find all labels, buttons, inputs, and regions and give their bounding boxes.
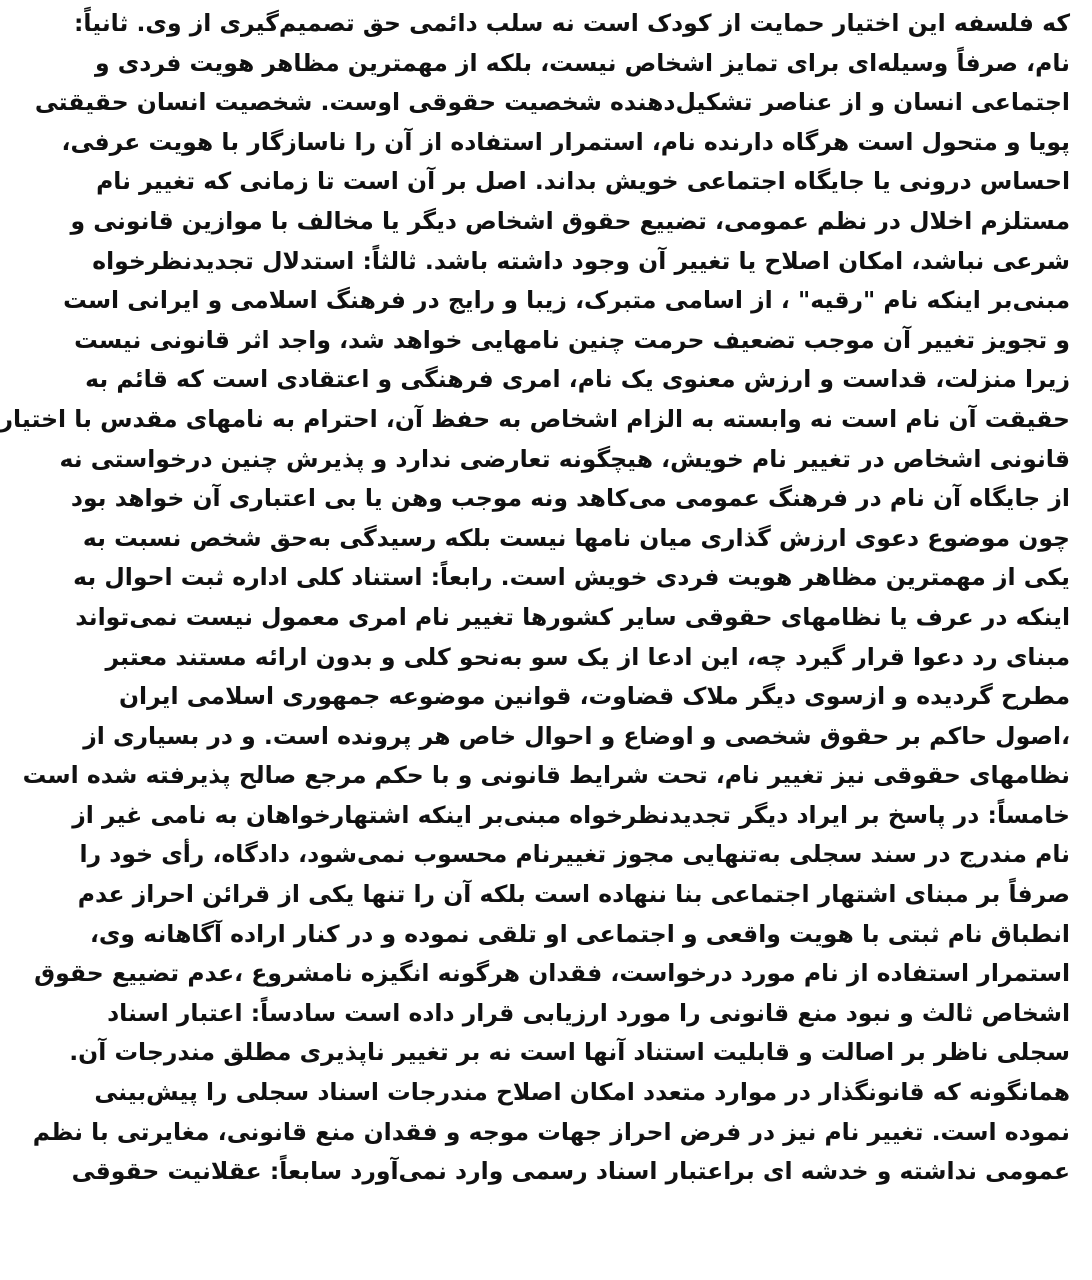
text-line: قانونی اشخاص در تغییر نام خویش، هیچگونه تعارضی ندارد و پذیرش چنین درخواستی نه: [59, 444, 1070, 473]
text-line: مبنای رد دعوا قرار گیرد چه، این ادعا از یک سو به‌نحو کلی و بدون ارائه مستند معتبر: [105, 642, 1070, 671]
text-line: مبنی‌بر اینکه نام "رقیه" ، از اسامی متبرک، زیبا و رایج در فرهنگ اسلامی و ایرانی است: [63, 286, 1070, 315]
text-line: نام مندرج در سند سجلی به‌تنهایی مجوز تغییرنام محسوب نمی‌شود، دادگاه، رأی خود را: [79, 840, 1070, 869]
ruling-text: [0, 4, 1070, 1192]
text-line: اجتماعی انسان و از عناصر تشکیل‌دهنده شخصیت حقوقی اوست. شخصیت انسان حقیقتی: [34, 88, 1070, 117]
text-line: ،اصول حاکم بر حقوق شخصی و اوضاع و احوال خاص هر پرونده است. و در بسیاری از: [83, 721, 1070, 750]
text-line: مستلزم اخلال در نظم عمومی، تضییع حقوق اشخاص دیگر یا مخالف با موازین قانونی و: [70, 206, 1070, 235]
text-line: شرعی نباشد، امکان اصلاح یا تغییر آن وجود داشته باشد. ثالثاً: استدلال تجدیدنظرخواه: [92, 246, 1070, 275]
text-line: انطباق نام ثبتی با هویت واقعی و اجتماعی او تلقی نموده و در کنار اراده آگاهانه وی،: [89, 919, 1070, 948]
text-line: نظامهای حقوقی نیز تغییر نام، تحت شرایط قانونی و با حکم مرجع صالح پذیرفته شده است: [22, 761, 1070, 790]
text-line: اشخاص ثالث و نبود منع قانونی را مورد ارزیابی قرار داده است سادساً: اعتبار اسناد: [107, 998, 1070, 1027]
text-line: عمومی نداشته و خدشه ای براعتبار اسناد رسمی وارد نمی‌آورد سابعاً: عقلانیت حقوقی: [71, 1157, 1070, 1186]
text-line: همانگونه که قانونگذار در موارد متعدد امکان اصلاح مندرجات اسناد سجلی را پیش‌بینی: [94, 1078, 1070, 1107]
text-line: از جایگاه آن نام در فرهنگ عمومی می‌کاهد ونه موجب وهن یا بی اعتباری آن خواهد بود: [70, 484, 1070, 513]
text-line: مطرح گردیده و ازسوی دیگر ملاک قضاوت، قوانین موضوعه جمهوری اسلامی ایران: [118, 682, 1070, 711]
text-line: نموده است. تغییر نام نیز در فرض احراز جهات موجه و فقدان منع قانونی، مغایرتی با نظم: [32, 1117, 1070, 1146]
text-line: پویا و متحول است هرگاه دارنده نام، استمرار استفاده از آن را ناسازگار با هویت عرفی،: [61, 127, 1070, 156]
text-line: حقیقت آن نام است نه وابسته به الزام اشخاص به حفظ آن، احترام به نامهای مقدس با اختیار: [0, 404, 1070, 433]
text-line: استمرار استفاده از نام مورد درخواست، فقدان هرگونه انگیزه نامشروع ،عدم تضییع حقوق: [34, 959, 1070, 988]
text-line: خامساً: در پاسخ بر ایراد دیگر تجدیدنظرخواه مبنی‌بر اینکه اشتهارخواهان به نامی غیر از: [72, 800, 1070, 829]
text-line: که فلسفه این اختیار حمایت از کودک است نه سلب دائمی حق تصمیم‌گیری از وی. ثانیاً:: [74, 9, 1070, 37]
text-line: صرفاً بر مبنای اشتهار اجتماعی بنا ننهاده است بلکه آن را تنها یکی از قرائن احراز عدم: [77, 880, 1070, 909]
text-line: یکی از مهمترین مظاهر هویت فردی خویش است. رابعاً: استناد کلی اداره ثبت احوال به: [73, 563, 1070, 592]
text-line: زیرا منزلت، قداست و ارزش معنوی یک نام، امری فرهنگی و اعتقادی است که قائم به: [85, 365, 1070, 394]
text-line: سجلی ناظر بر اصالت و قابلیت استناد آنها است نه بر تغییر ناپذیری مطلق مندرجات آن.: [69, 1038, 1070, 1067]
text-line: اینکه در عرف یا نظامهای حقوقی سایر کشورها تغییر نام امری معمول نیست نمی‌تواند: [75, 602, 1070, 631]
text-line: و تجویز تغییر آن موجب تضعیف حرمت چنین نامهایی خواهد شد، واجد اثر قانونی نیست: [74, 325, 1070, 354]
text-line: احساس درونی یا جایگاه اجتماعی خویش بداند. اصل بر آن است تا زمانی که تغییر نام: [96, 167, 1070, 196]
text-line: نام، صرفاً وسیله‌ای برای تمایز اشخاص نیست، بلکه از مهمترین مظاهر هویت فردی و: [94, 48, 1070, 77]
text-line: چون موضوع دعوی ارزش گذاری میان نامها نیست بلکه رسیدگی به‌حق شخص نسبت به: [82, 523, 1070, 552]
